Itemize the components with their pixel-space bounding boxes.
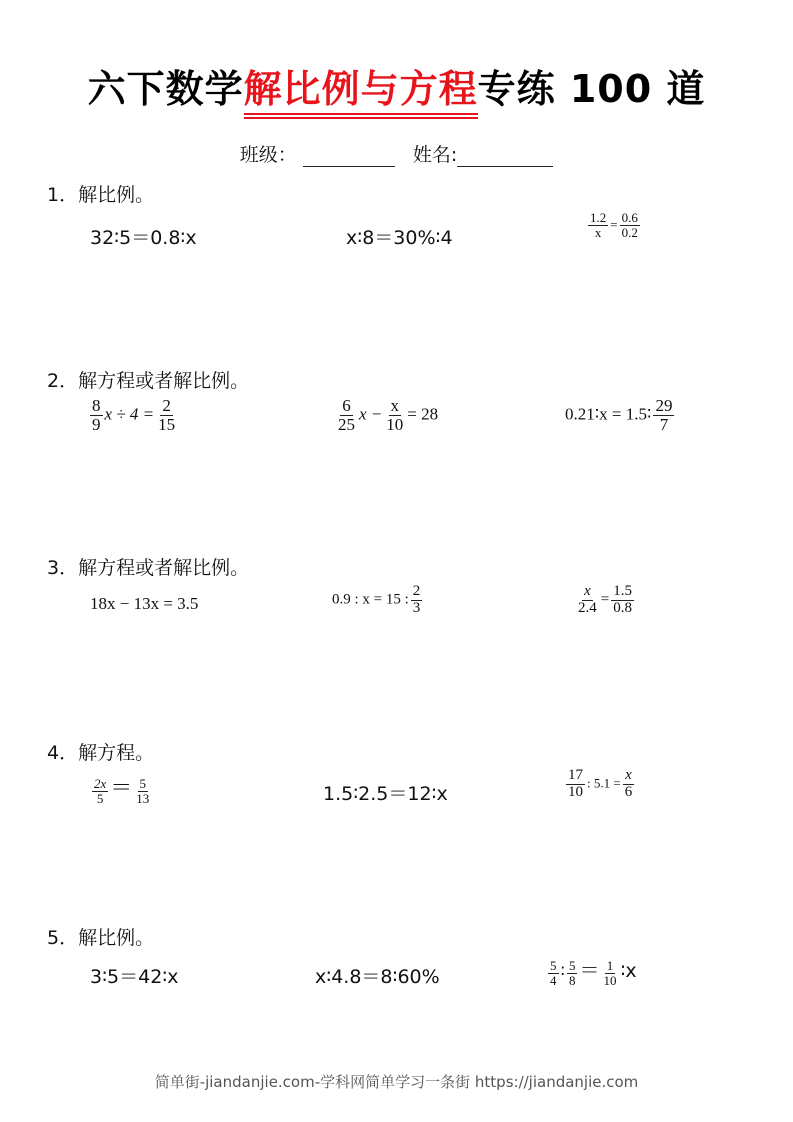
q1-item-b: x∶8＝30%∶4 <box>346 227 453 249</box>
name-blank[interactable] <box>457 146 553 167</box>
numerator: x <box>390 396 400 415</box>
equals-sign: ＝ <box>579 960 600 982</box>
denominator: 0.8 <box>613 599 632 616</box>
denominator: 8 <box>568 972 576 988</box>
question-3-title <box>47 553 249 580</box>
denominator: 9 <box>92 414 101 434</box>
q4-item-c <box>564 768 636 801</box>
expression: 0.9 : x = 15 : <box>332 591 409 608</box>
denominator: x <box>594 224 602 240</box>
question-2-title <box>47 366 249 393</box>
numerator: 2 <box>412 583 421 599</box>
title-prefix: 六下数学 <box>87 67 244 111</box>
question-text: 解方程。 <box>78 742 155 764</box>
q2-item-a <box>88 397 179 434</box>
expression: = 28 <box>407 404 439 424</box>
numerator: 17 <box>568 767 583 783</box>
expression: ∶x <box>620 960 637 982</box>
denominator: 25 <box>338 414 355 434</box>
title-suffix: 专练 100 道 <box>477 67 706 111</box>
page-title <box>0 58 793 113</box>
denominator: 6 <box>624 783 633 800</box>
question-number: 1． <box>47 184 79 206</box>
numerator: 5 <box>139 775 147 791</box>
q3-item-a: 18x − 13x = 3.5 <box>90 594 199 613</box>
q2-item-b <box>334 397 438 434</box>
q3-item-b <box>332 584 424 617</box>
ratio-sign: ∶ <box>560 962 565 981</box>
expression: 0.21∶x = 1.5∶ <box>565 404 652 424</box>
numerator: 8 <box>92 396 101 415</box>
numerator: 1.5 <box>613 583 632 599</box>
q5-item-a: 3∶5＝42∶x <box>90 966 179 988</box>
numerator: 5 <box>568 957 576 973</box>
question-4-title <box>47 738 154 765</box>
numerator: 29 <box>655 396 673 415</box>
equals-sign: = <box>610 217 618 233</box>
footer-watermark: 简单街-jiandanjie.com-学科网简单学习一条街 https://jiandanjie.com <box>154 1073 639 1091</box>
expression: x ÷ 4 = <box>104 404 155 424</box>
numerator: 1.2 <box>590 210 607 225</box>
title-highlight: 解比例与方程 <box>244 58 478 113</box>
question-number: 2． <box>47 370 79 392</box>
q1-item-a: 32∶5＝0.8∶x <box>90 227 197 249</box>
q5-item-c <box>546 954 637 987</box>
name-label: 姓名: <box>412 144 458 166</box>
denominator: 10 <box>568 783 583 800</box>
numerator: x <box>625 767 632 783</box>
numerator: 2x <box>94 775 107 791</box>
expression: x − <box>359 404 383 424</box>
equals-sign: = <box>600 591 610 608</box>
q4-item-a <box>90 771 153 805</box>
denominator: 4 <box>550 972 557 988</box>
numerator: 1 <box>606 957 614 973</box>
question-5-title <box>47 923 154 950</box>
numerator: 2 <box>162 396 171 415</box>
denominator: 0.2 <box>621 224 638 240</box>
class-blank[interactable] <box>303 146 395 167</box>
q1-item-c <box>586 211 642 239</box>
denominator: 13 <box>136 790 150 806</box>
q5-item-b: x∶4.8＝8∶60% <box>315 966 440 988</box>
numerator: 6 <box>342 396 351 415</box>
question-1-title <box>47 180 154 207</box>
numerator: x <box>584 583 591 599</box>
question-text: 解方程或者解比例。 <box>78 370 250 392</box>
denominator: 3 <box>412 599 421 616</box>
denominator: 5 <box>96 790 104 806</box>
numerator: 0.6 <box>621 210 638 225</box>
denominator: 10 <box>603 972 617 988</box>
denominator: 15 <box>158 414 176 434</box>
q2-item-c <box>565 397 676 434</box>
expression: : 5.1 = <box>587 775 621 791</box>
denominator: 2.4 <box>578 599 597 616</box>
numerator: 5 <box>550 957 557 973</box>
q4-item-b: 1.5∶2.5＝12∶x <box>323 783 448 805</box>
denominator: 7 <box>659 414 669 434</box>
question-text: 解方程或者解比例。 <box>78 557 250 579</box>
student-info <box>0 140 793 167</box>
equals-sign: ＝ <box>110 775 133 800</box>
question-number: 3． <box>47 557 79 579</box>
class-label: 班级： <box>239 144 297 166</box>
denominator: 10 <box>386 414 404 434</box>
question-number: 5． <box>47 927 79 949</box>
question-text: 解比例。 <box>78 184 155 206</box>
question-text: 解比例。 <box>78 927 155 949</box>
q3-item-c <box>574 584 636 617</box>
question-number: 4． <box>47 742 79 764</box>
